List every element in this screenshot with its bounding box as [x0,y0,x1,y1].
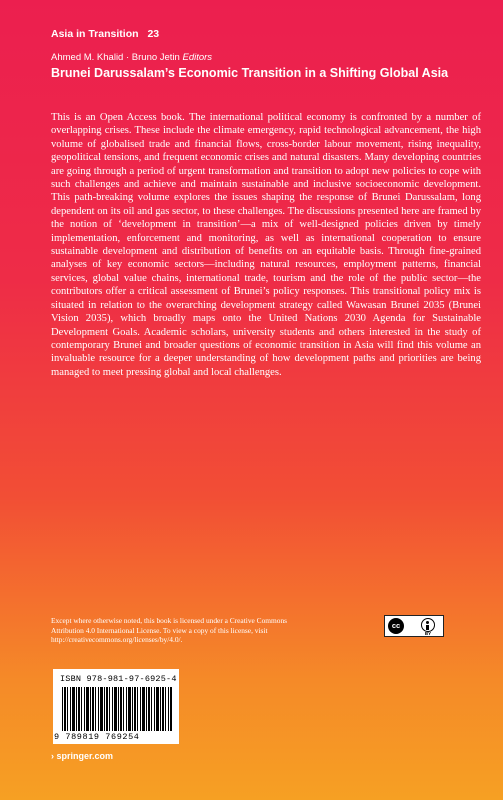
barcode-bars [62,687,172,731]
book-title: Brunei Darussalam’s Economic Transition in a Shifting Global Asia [51,66,449,80]
license-text: Except where otherwise noted, this book is licensed under a Creative Commons Attribution 4.0 International License. To view a copy of this license, visit http://creativecommons.org/licenses/by/4.0/. [51,616,288,645]
editors-line [51,52,212,63]
series-line [51,28,159,40]
editor-names: Ahmed M. Khalid · Bruno Jetin [51,52,180,63]
creative-commons-icon: cc [388,618,404,634]
editor-role: Editors [182,52,213,63]
book-description: This is an Open Access book. The international political economy is confronted by a number of overlapping crises. These include the climate emergency, rapid technological advancement, the high volume of globalised trade and financial flows, cross-border labour movement, rising inequality, geopolitical tensions, and frequent economic crises and natural disasters. Many developing countries are going through a period of urgent transformation and transition to adopt new policies to cope with such challenges and achieve and maintain sustainable and inclusive socioeconomic development. This path-breaking volume explores the issues shaping the response of Brunei Darussalam, long dependent on its oil and gas sector, to these challenges. The discussions presented here are framed by the notion of ‘development in transition’—a mix of well-designed policies driven by timely implementation, enforcement and monitoring, as well as international cooperation to ensure sustainable development and distribution of benefits on an equitable basis. Through fine-grained analyses of key economic sectors—including natural resources, employment patterns, financial services, global value chains, international trade, tourism and the role of the public sector—the contributors offer a critical assessment of Brunei’s policy responses. This transitional policy mix is situated in relation to the overarching development strategy called Wawasan Brunei 2035 (Brunei Vision 2035), which broadly maps onto the United Nations 2030 Agenda for Sustainable Development Goals. Academic scholars, university students and others interested in the study of contemporary Brunei and broader questions of economic transition in Asia will find this volume an invaluable resource for a deeper understanding of how development paths and priorities are being managed to meet pressing global and local challenges. [51,112,481,378]
series-name: Asia in Transition [51,28,139,40]
isbn-text: ISBN 978-981-97-6925-4 [60,674,177,684]
publisher-link[interactable]: › springer.com [51,751,114,761]
attribution-person-icon [421,618,435,632]
series-number: 23 [147,28,160,40]
isbn-barcode [53,669,179,744]
cc-by-badge [384,615,444,637]
barcode-digits: 9 789819 769254 [54,732,140,742]
by-label: BY [424,631,432,636]
